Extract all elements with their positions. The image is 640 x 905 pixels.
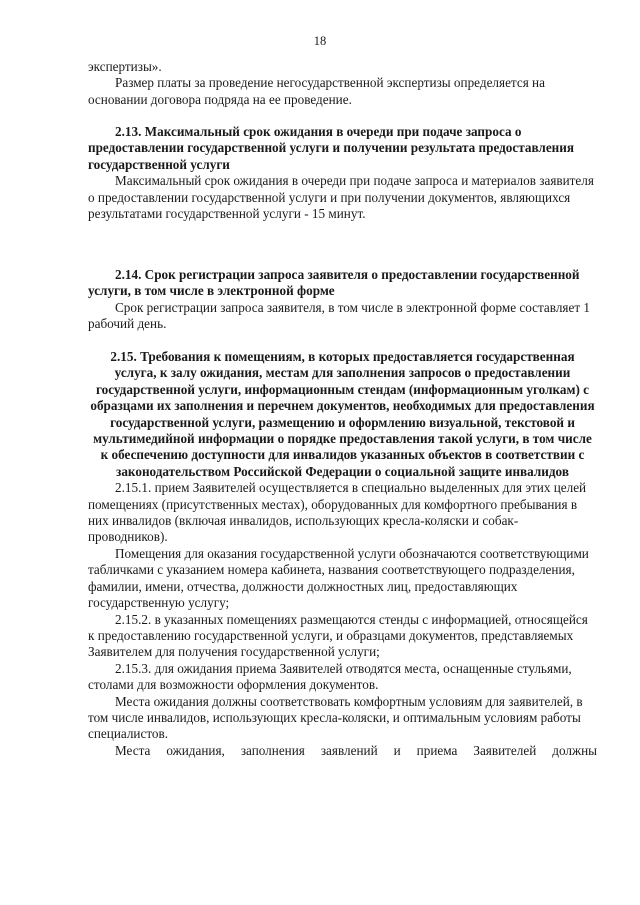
section-2-15 bbox=[88, 349, 597, 759]
section-heading: 2.14. Срок регистрации запроса заявителя о предоставлении государственной услуги, в том числе в электронной форме bbox=[88, 267, 580, 299]
paragraph: Срок регистрации запроса заявителя, в том числе в электронной форме составляет 1 рабочий день. bbox=[88, 299, 590, 332]
paragraph: 2.15.2. в указанных помещениях размещаются стенды с информацией, относящейся к предоставлению государственной услуги, и образцами документов, представляемых Заявителем для получения государственной услуги; bbox=[88, 611, 588, 660]
continuation-line: экспертизы». bbox=[88, 59, 162, 74]
paragraph: Максимальный срок ожидания в очереди при подаче запроса и материалов заявителя о предоставлении государственной услуги и при получении документов, являющихся результатами государственной услуги - 15 минут. bbox=[88, 173, 594, 222]
paragraph: Места ожидания должны соответствовать комфортным условиям для заявителей, в том числе инвалидов, использующих кресла-коляски, и оптимальным условиям работы специалистов. bbox=[88, 693, 583, 742]
paragraph: Помещения для оказания государственной услуги обозначаются соответствующими табличками с указанием номера кабинета, названия соответствующего подразделения, фамилии, имени, отчества, должности должностных лиц, предоставляющих государственную услугу; bbox=[88, 545, 589, 611]
continuation-block bbox=[88, 59, 597, 108]
paragraph: 2.15.3. для ожидания приема Заявителей отводятся места, оснащенные стульями, столами для возможности оформления документов. bbox=[88, 660, 572, 693]
section-heading: 2.15. Требования к помещениям, в которых предоставляется государственная услуга, к залу ожидания, местам для заполнения запросов о предоставлении государственной услуги, информационным стендам (информационным уголкам) с образцами их заполнения и перечнем документов, необходимых для предоставления государственной услуги, размещению и оформлению визуальной, текстовой и мультимедийной информации о порядке предоставления такой услуги, в том числе к обеспечению доступности для инвалидов указанных объектов в соответствии с законодательством Российской Федерации о социальной защите инвалидов bbox=[90, 349, 595, 479]
section-heading: 2.13. Максимальный срок ожидания в очереди при подаче запроса о предоставлении государственной услуги и получении результата предоставления государственной услуги bbox=[88, 124, 575, 172]
section-2-13 bbox=[88, 124, 597, 222]
paragraph: 2.15.1. прием Заявителей осуществляется в специально выделенных для этих целей помещениях (присутственных местах), оборудованных для комфортного пребывания в них инвалидов (включая инвалидов, использующих кресла-коляски и собак-проводников). bbox=[88, 480, 587, 545]
paragraph: Размер платы за проведение негосударственной экспертизы определяется на основании договора подряда на ее проведение. bbox=[88, 75, 545, 107]
page-number: 18 bbox=[313, 34, 327, 48]
paragraph: Места ожидания, заполнения заявлений и приема Заявителей должны bbox=[115, 742, 597, 758]
section-2-14 bbox=[88, 267, 597, 333]
